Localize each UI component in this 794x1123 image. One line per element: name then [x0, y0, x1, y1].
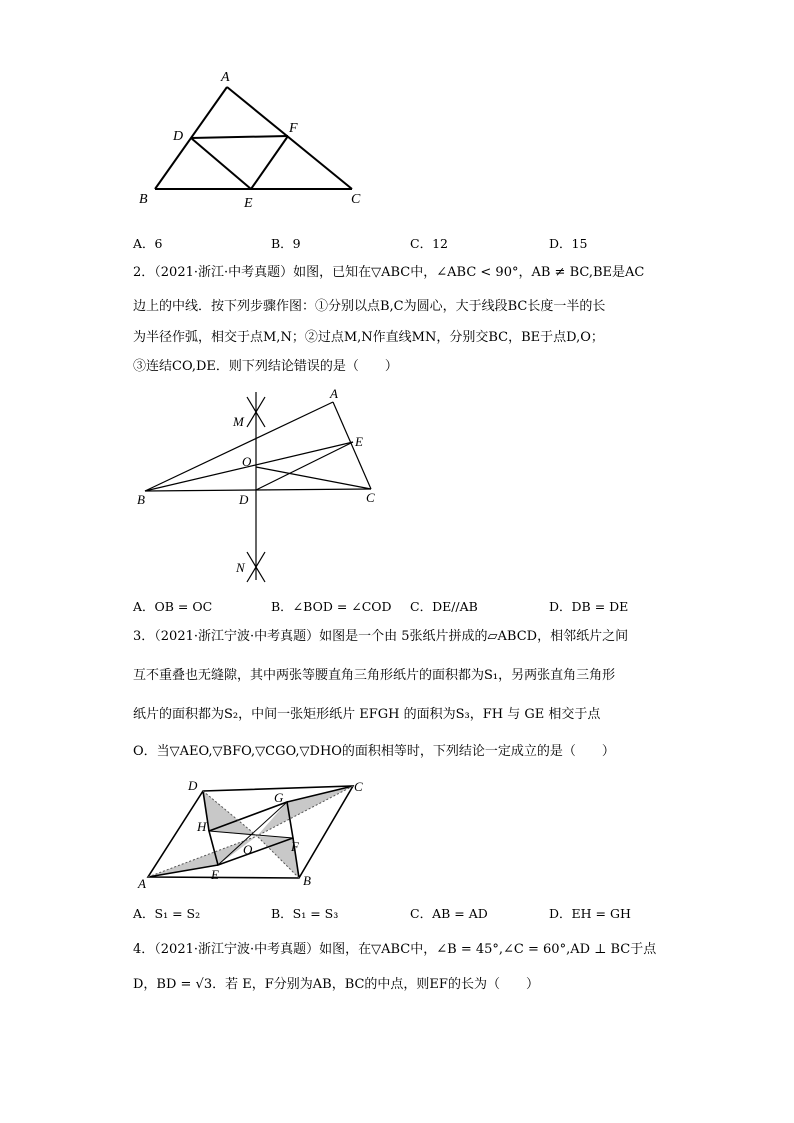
label-M: M [233, 414, 244, 429]
label-C: C [354, 779, 363, 794]
segment-OC [256, 467, 371, 489]
label-A: A [221, 70, 230, 85]
q2-line-4: ③连结CO,DE．则下列结论错误的是（ ） [133, 359, 398, 374]
q3-line-1: 3．（2021·浙江宁波·中考真题）如图是一个由 5张纸片拼成的▱ABCD，相邻纸片之间 [133, 629, 629, 644]
figure-2-construction [125, 380, 395, 585]
label-B: B [303, 873, 311, 888]
q2-line-2: 边上的中线．按下列步骤作图：①分别以点B,C为圆心，大于线段BC长度一半的长 [133, 299, 606, 314]
q3-option-d: D．EH = GH [549, 906, 631, 921]
q2-option-d: D．DB = DE [549, 599, 629, 614]
figure-1-triangle [130, 60, 380, 220]
label-A: A [330, 386, 338, 401]
q2-option-b: B．∠BOD = ∠COD [271, 599, 392, 614]
label-E: E [211, 867, 219, 882]
label-D: D [188, 778, 198, 793]
label-G: G [274, 790, 284, 805]
label-C: C [366, 490, 375, 505]
segment-DE [191, 138, 251, 189]
label-E: E [244, 196, 253, 211]
label-O: O [243, 842, 253, 857]
q1-option-d: D．15 [549, 236, 588, 251]
q1-option-a: A．6 [133, 236, 163, 251]
segment-DF [191, 136, 288, 138]
q3-option-a: A．S₁ = S₂ [133, 906, 201, 921]
q1-option-b: B．9 [271, 236, 301, 251]
q3-line-2: 互不重叠也无缝隙，其中两张等腰直角三角形纸片的面积都为S₁，另两张直角三角形 [133, 668, 616, 683]
shaded-triangle-DHO [203, 791, 257, 836]
q4-line-1: 4．（2021·浙江宁波·中考真题）如图，在▽ABC中，∠B = 45°,∠C = 60°,AD ⊥ BC于点 [133, 942, 657, 957]
q1-option-c: C．12 [410, 236, 448, 251]
label-H: H [197, 819, 207, 834]
segment-AC [227, 87, 352, 189]
q2-line-1: 2．（2021·浙江·中考真题）如图，已知在▽ABC中，∠ABC < 90°，AB ≠ BC,BE是AC [133, 265, 645, 280]
segment-EF [251, 136, 288, 189]
label-F: F [291, 839, 299, 854]
q3-option-b: B．S₁ = S₃ [271, 906, 339, 921]
label-A: A [138, 876, 146, 891]
q3-line-4: O．当▽AEO,▽BFO,▽CGO,▽DHO的面积相等时，下列结论一定成立的是（ ） [133, 744, 615, 759]
label-D: D [239, 492, 249, 507]
label-B: B [137, 492, 145, 507]
label-B: B [139, 192, 148, 207]
label-E: E [355, 434, 363, 449]
q2-line-3: 为半径作弧，相交于点M,N；②过点M,N作直线MN，分别交BC，BE于点D,O； [133, 330, 604, 345]
label-F: F [289, 121, 298, 136]
q4-line-2: D，BD = √3．若 E，F分别为AB，BC的中点，则EF的长为（ ） [133, 977, 539, 992]
figure-3-parallelogram [130, 770, 380, 900]
q3-option-c: C．AB = AD [410, 906, 488, 921]
label-N: N [236, 560, 245, 575]
label-D: D [173, 129, 184, 144]
q2-option-c: C．DE//AB [410, 599, 478, 614]
q2-option-a: A．OB = OC [133, 599, 213, 614]
q3-line-3: 纸片的面积都为S₂，中间一张矩形纸片 EFGH 的面积为S₃，FH 与 GE 相交于点 [133, 707, 601, 722]
label-C: C [351, 192, 361, 207]
label-O: O [242, 454, 252, 469]
